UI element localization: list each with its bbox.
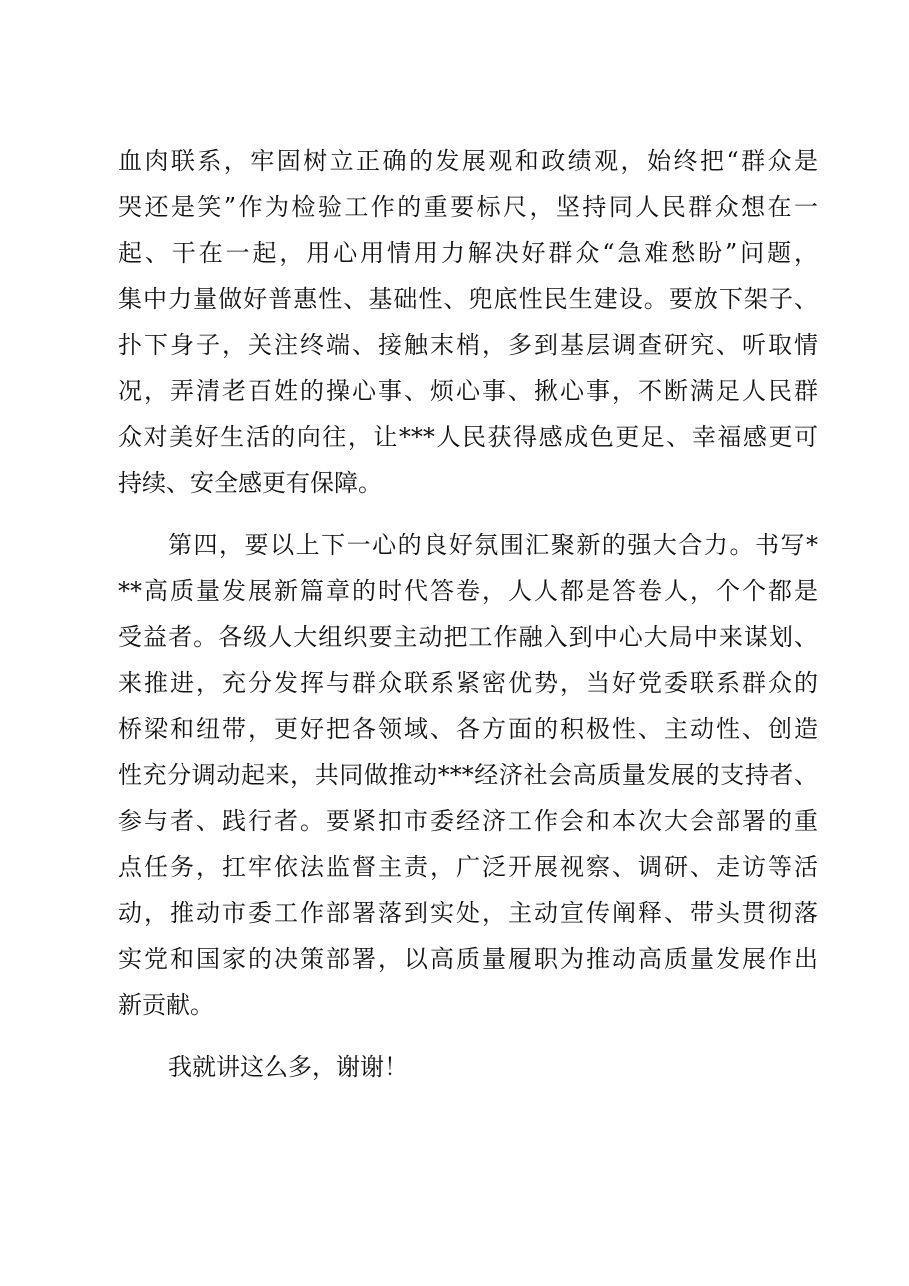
text-line-3: 起、干在一起，用心用情用力解决好群众“急难愁盼”问题， bbox=[118, 239, 818, 267]
text-line-9: 第四，要以上下一心的良好氛围汇聚新的强大合力。书写* bbox=[168, 531, 818, 559]
text-line-7: 众对美好生活的向往，让***人民获得感成色更足、幸福感更可 bbox=[118, 423, 818, 451]
text-line-18: 实党和国家的决策部署，以高质量履职为推动高质量发展作出 bbox=[118, 945, 818, 973]
text-line-19: 新贡献。 bbox=[118, 991, 214, 1019]
closing-line: 我就讲这么多，谢谢！ bbox=[168, 1053, 408, 1081]
text-line-8: 持续、安全感更有保障。 bbox=[118, 469, 382, 497]
text-line-5: 扑下身子，关注终端、接触末梢，多到基层调查研究、听取情 bbox=[118, 331, 818, 359]
text-line-14: 性充分调动起来，共同做推动***经济社会高质量发展的支持者、 bbox=[118, 761, 818, 789]
text-line-13: 桥梁和纽带，更好把各领域、各方面的积极性、主动性、创造 bbox=[118, 715, 818, 743]
text-line-12: 来推进，充分发挥与群众联系紧密优势，当好党委联系群众的 bbox=[118, 669, 818, 697]
text-line-16: 点任务，扛牢依法监督主责，广泛开展视察、调研、走访等活 bbox=[118, 853, 818, 881]
text-line-1: 血肉联系，牢固树立正确的发展观和政绩观，始终把“群众是 bbox=[118, 147, 818, 175]
text-line-11: 受益者。各级人大组织要主动把工作融入到中心大局中来谋划、 bbox=[118, 623, 818, 651]
text-line-17: 动，推动市委工作部署落到实处，主动宣传阐释、带头贯彻落 bbox=[118, 899, 818, 927]
text-line-15: 参与者、践行者。要紧扣市委经济工作会和本次大会部署的重 bbox=[118, 807, 818, 835]
text-line-2: 哭还是笑”作为检验工作的重要标尺，坚持同人民群众想在一 bbox=[118, 193, 818, 221]
text-line-10: **高质量发展新篇章的时代答卷，人人都是答卷人，个个都是 bbox=[118, 577, 818, 605]
text-line-4: 集中力量做好普惠性、基础性、兜底性民生建设。要放下架子、 bbox=[118, 285, 818, 313]
text-line-6: 况，弄清老百姓的操心事、烦心事、揪心事，不断满足人民群 bbox=[118, 377, 818, 405]
